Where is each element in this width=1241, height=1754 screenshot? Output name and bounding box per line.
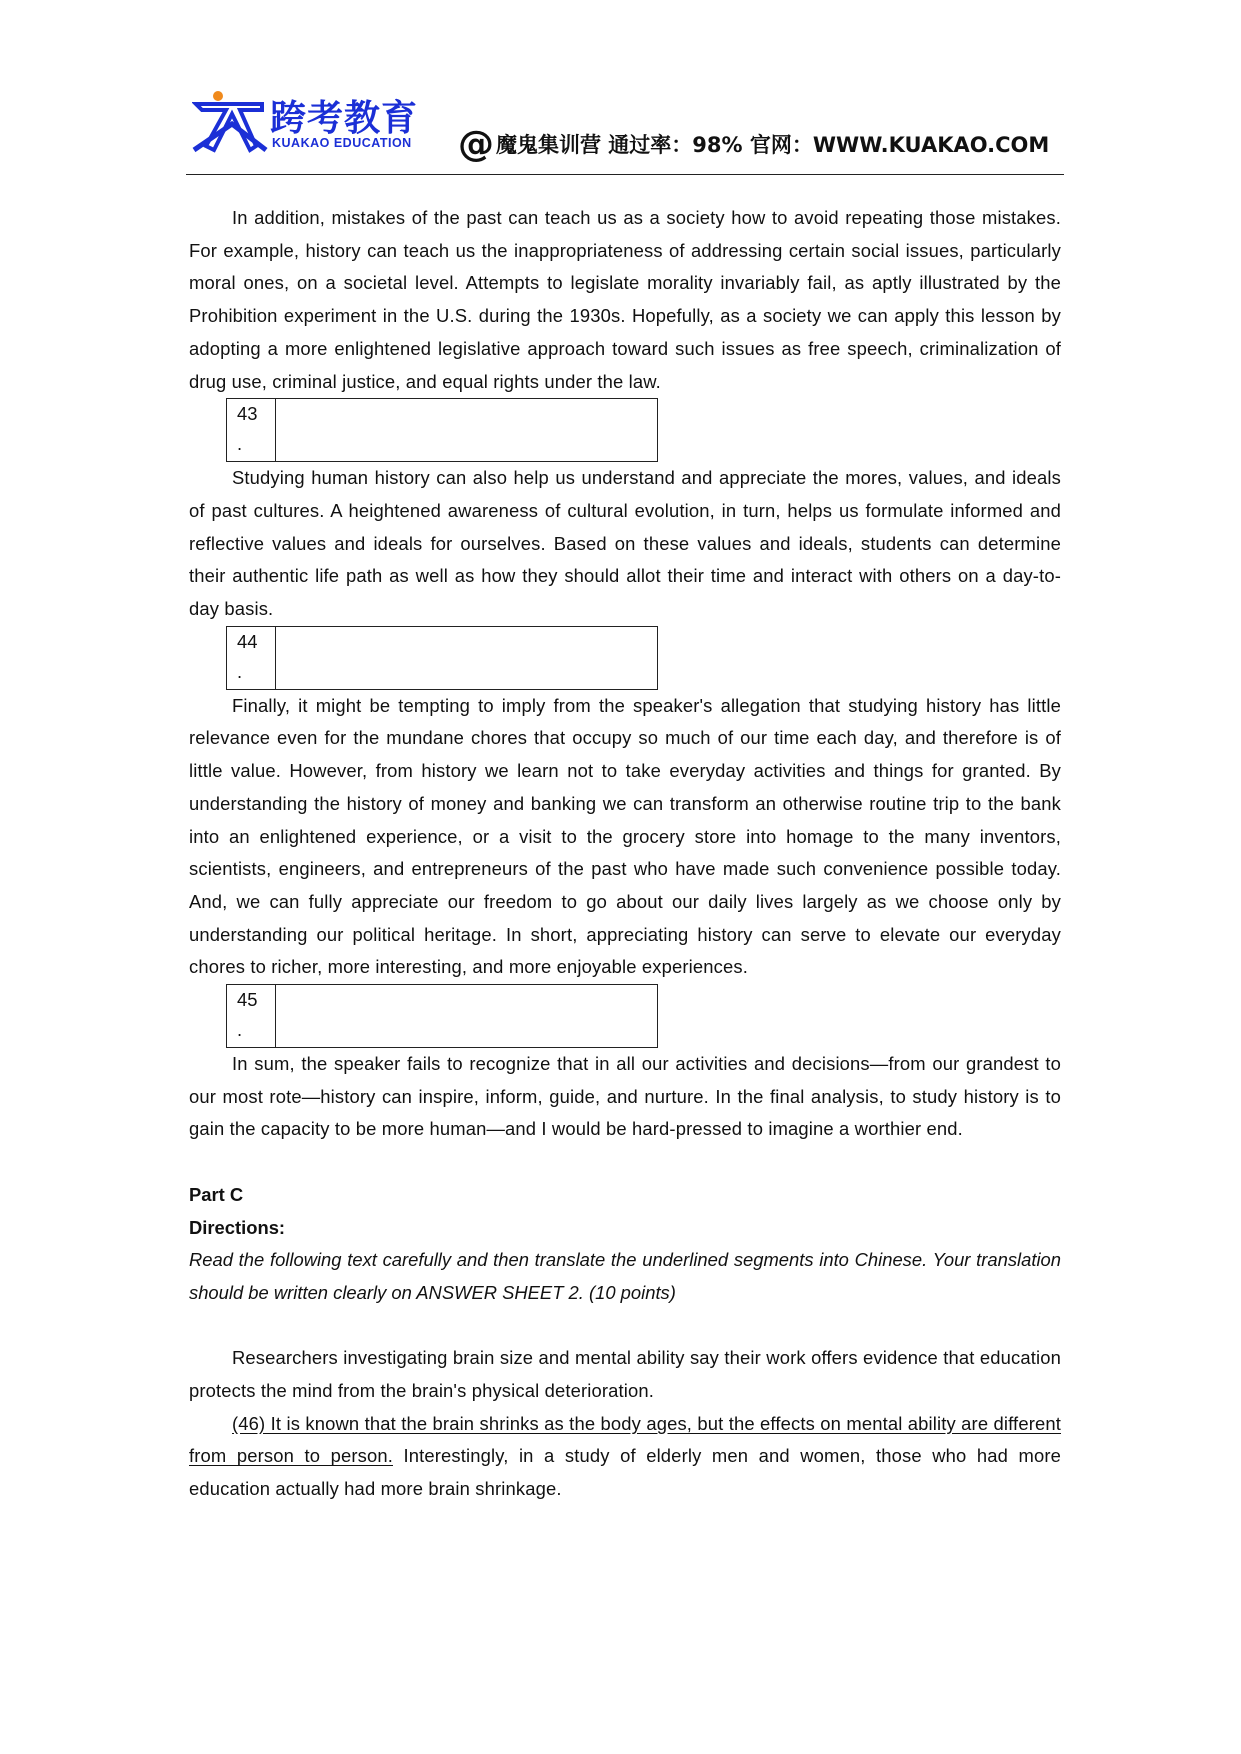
blank-number: 43 .: [227, 399, 276, 461]
page-header: [186, 88, 1064, 176]
paragraph-rest: Interestingly, in a study of elderly men and women, those who had more education actually had more brain shrinkage.: [189, 1445, 1061, 1500]
paragraph-everyday: Finally, it might be tempting to imply from the speaker's allegation that studying history has little relevance even for the mundane chores that occupy so much of our time each day, and therefore is of little value. However, from history we learn not to take everyday activities and things for granted. By understanding the history of money and banking we can transform an otherwise routine trip to the bank into an enlightened experience, or a visit to the grocery store into homage to the many inventors, scientists, engineers, and entrepreneurs of the past who have made such convenience possible today. And, we can fully appreciate our freedom to go about our daily lives largely as we choose only by understanding our political heritage. In short, appreciating history can serve to elevate our everyday chores to richer, more interesting, and more enjoyable experiences.: [189, 694, 1061, 978]
paragraph-cultures: Studying human history can also help us understand and appreciate the mores, values, and ideals of past cultures. A heightened awareness of cultural evolution, in turn, helps us formulate informed and reflective values and ideals for ourselves. Based on these values and ideals, students can determine their authentic life path as well as how they should allot their time and interact with others on a day-to-day basis.: [189, 467, 1061, 620]
answer-box-45: [226, 984, 658, 1048]
spacer: [189, 1310, 1061, 1343]
translation-segment-46: (46) It is known that the brain shrinks as the body ages, but the effects on mental ability are different from person to person.: [189, 1412, 1061, 1467]
spacer: [189, 1146, 1061, 1179]
answer-blank-44[interactable]: [277, 627, 657, 689]
answer-blank-45[interactable]: [277, 985, 657, 1047]
answer-blank-43[interactable]: [277, 399, 657, 461]
header-slogan: [458, 124, 1049, 165]
paragraph-researchers: Researchers investigating brain size and mental ability say their work offers evidence that education protects the mind from the brain's physical deterioration.: [189, 1347, 1061, 1402]
logo-english-text: KUAKAO EDUCATION: [272, 136, 412, 150]
paragraph-conclusion: In sum, the speaker fails to recognize that in all our activities and decisions—from our grandest to our most rote—history can inspire, inform, guide, and nurture. In the final analysis, to study history is to gain the capacity to be more human—and I would be hard-pressed to imagine a worthier end.: [189, 1053, 1061, 1140]
header-divider: [186, 174, 1064, 175]
answer-box-44: [226, 626, 658, 690]
at-symbol: @: [458, 124, 494, 165]
logo-emblem-icon: [192, 90, 268, 156]
kuakao-logo: [192, 88, 432, 156]
directions-text: Read the following text carefully and then translate the underlined segments into Chinese. Your translation should be written clearly on ANSWER SHEET 2. (10 points): [189, 1249, 1061, 1303]
answer-box-43: [226, 398, 658, 462]
paragraph-mistakes: In addition, mistakes of the past can teach us as a society how to avoid repeating those mistakes. For example, history can teach us the inappropriateness of addressing certain social issues, particularly moral ones, on a societal level. Attempts to legislate morality invariably fail, as aptly illustrated by the Prohibition experiment in the U.S. during the 1930s. Hopefully, as a society we can apply this lesson by adopting a more enlightened legislative approach toward such issues as free speech, criminalization of drug use, criminal justice, and equal rights under the law.: [189, 207, 1061, 392]
slogan-text: 魔鬼集训营 通过率：98% 官网：WWW.KUAKAO.COM: [496, 133, 1050, 157]
part-c-heading: Part C: [189, 1183, 244, 1205]
blank-number: 45 .: [227, 985, 276, 1047]
paragraph-brain-shrinks: [189, 1408, 1061, 1506]
logo-chinese-text: 跨考教育: [270, 98, 419, 139]
document-body: [189, 202, 1061, 1506]
directions-label: Directions:: [189, 1216, 286, 1238]
blank-number: 44 .: [227, 627, 276, 689]
